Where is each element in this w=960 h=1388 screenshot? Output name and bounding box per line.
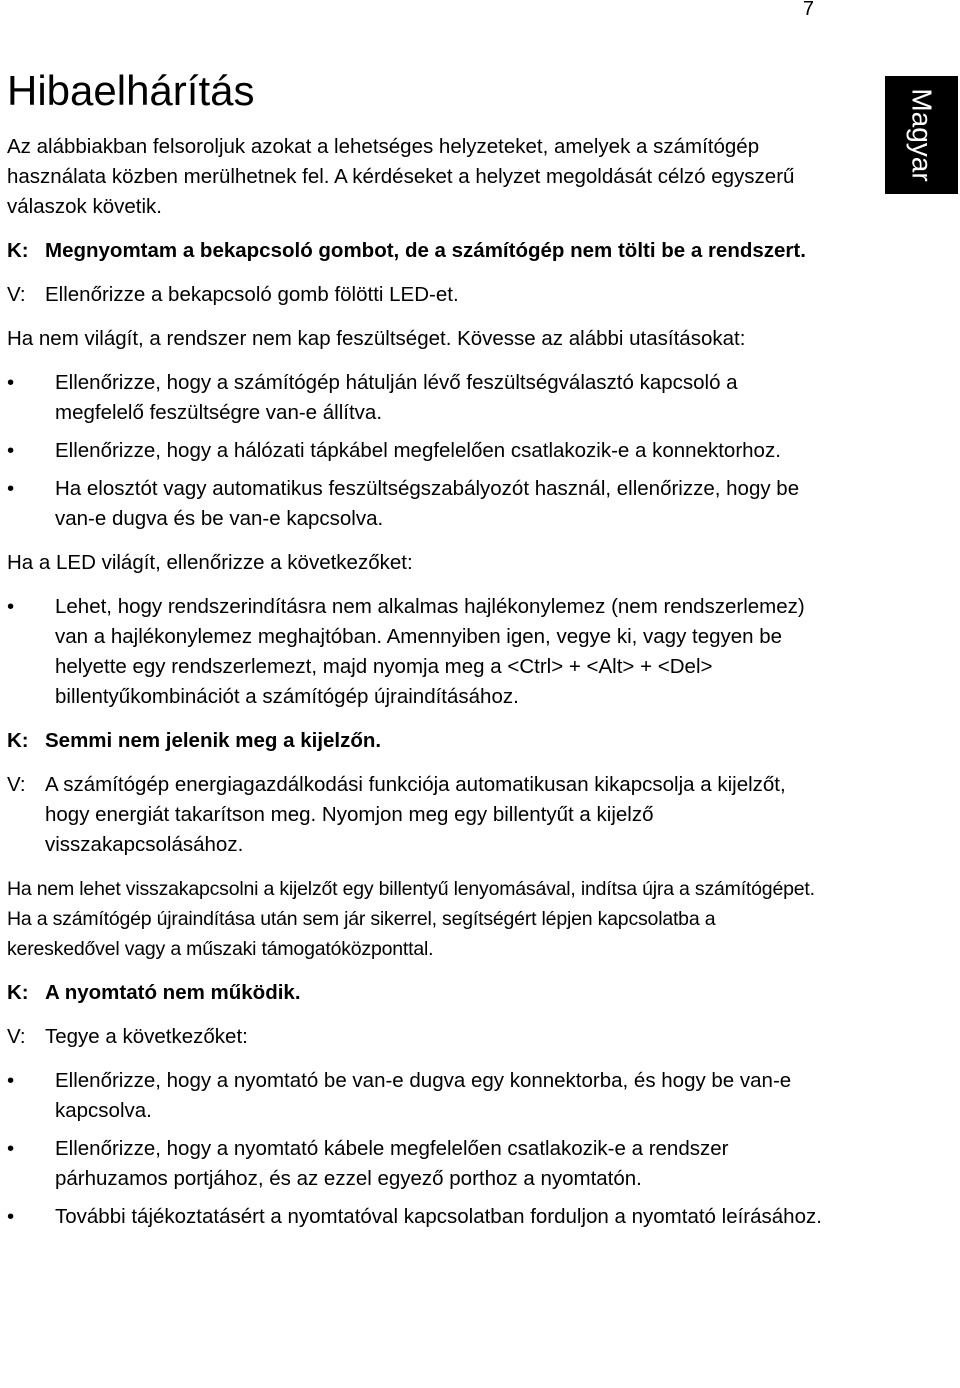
list-item [7,436,827,466]
answer-label: V: [7,773,26,796]
list-item-text: Ha elosztót vagy automatikus feszültségszabályozót használ, ellenőrizze, hogy be van-e dugva és be van-e kapcsolva. [55,477,800,530]
paragraph-3: Ha nem lehet visszakapcsolni a kijelzőt egy billentyű lenyomásával, indítsa újra a számítógépet. Ha a számítógép újraindítása után sem jár sikerrel, segítségért lépjen kapcsolatba a kereskedővel vagy a műszaki támogatóközponttal. [7,878,815,960]
bullet-list-3 [7,1066,827,1232]
bullet-marker: • [7,1137,15,1160]
answer-text: A számítógép energiagazdálkodási funkciója automatikusan kikapcsolja a kijelzőt, hogy energiát takarítson meg. Nyomjon meg egy billentyűt a kijelző visszakapcsolásához. [45,773,786,856]
list-item [7,1202,827,1232]
bullet-marker: • [7,439,15,462]
document-body [7,64,827,1246]
paragraph-2: Ha a LED világít, ellenőrizze a következőket: [7,551,413,574]
bullet-marker: • [7,1069,15,1092]
bullet-list-2 [7,592,827,712]
language-tab-label: Magyar [906,88,938,182]
bullet-marker: • [7,1205,15,1228]
list-item-text: Ellenőrizze, hogy a számítógép hátulján lévő feszültségválasztó kapcsoló a megfelelő feszültségre van-e állítva. [55,371,738,424]
bullet-marker: • [7,371,15,394]
question-3 [7,978,827,1008]
list-item [7,368,827,428]
intro-paragraph: Az alábbiakban felsoroljuk azokat a lehetséges helyzeteket, amelyek a számítógép használata közben merülhetnek fel. A kérdéseket a helyzet megoldását célzó egyszerű válaszok követik. [7,135,795,218]
answer-1 [7,280,827,310]
list-item [7,1066,827,1126]
list-item [7,474,827,534]
list-item [7,1134,827,1194]
bullet-marker: • [7,595,15,618]
question-text: Semmi nem jelenik meg a kijelzőn. [45,729,382,752]
question-label: K: [7,729,29,752]
page-title: Hibaelhárítás [7,67,255,114]
answer-text: Ellenőrizze a bekapcsoló gomb fölötti LED-et. [45,283,459,306]
question-2 [7,726,827,756]
language-tab [885,76,958,194]
list-item-text: Lehet, hogy rendszerindításra nem alkalmas hajlékonylemez (nem rendszerlemez) van a hajlékonylemez meghajtóban. Amennyiben igen, vegye ki, vagy tegyen be helyette egy rendszerlemezt, majd nyomja meg a <Ctrl> + <Alt> + <Del> billentyűkombinációt a számítógép újraindításához. [55,595,805,708]
list-item [7,592,827,712]
question-1 [7,236,827,266]
answer-3 [7,1022,827,1052]
list-item-text: Ellenőrizze, hogy a nyomtató kábele megfelelően csatlakozik-e a rendszer párhuzamos portjához, és az ezzel egyező porthoz a nyomtatón. [55,1137,729,1190]
answer-label: V: [7,1025,26,1048]
list-item-text: További tájékoztatásért a nyomtatóval kapcsolatban forduljon a nyomtató leírásához. [55,1205,822,1228]
list-item-text: Ellenőrizze, hogy a hálózati tápkábel megfelelően csatlakozik-e a konnektorhoz. [55,439,781,462]
bullet-marker: • [7,477,15,500]
bullet-list-1 [7,368,827,534]
answer-2 [7,770,827,860]
question-text: A nyomtató nem működik. [45,981,301,1004]
question-text: Megnyomtam a bekapcsoló gombot, de a számítógép nem tölti be a rendszert. [45,239,806,262]
answer-label: V: [7,283,26,306]
paragraph-1: Ha nem világít, a rendszer nem kap feszültséget. Kövesse az alábbi utasításokat: [7,327,746,350]
page-number: 7 [802,0,814,20]
answer-text: Tegye a következőket: [45,1025,248,1048]
list-item-text: Ellenőrizze, hogy a nyomtató be van-e dugva egy konnektorba, és hogy be van-e kapcsolva. [55,1069,792,1122]
question-label: K: [7,981,29,1004]
question-label: K: [7,239,29,262]
